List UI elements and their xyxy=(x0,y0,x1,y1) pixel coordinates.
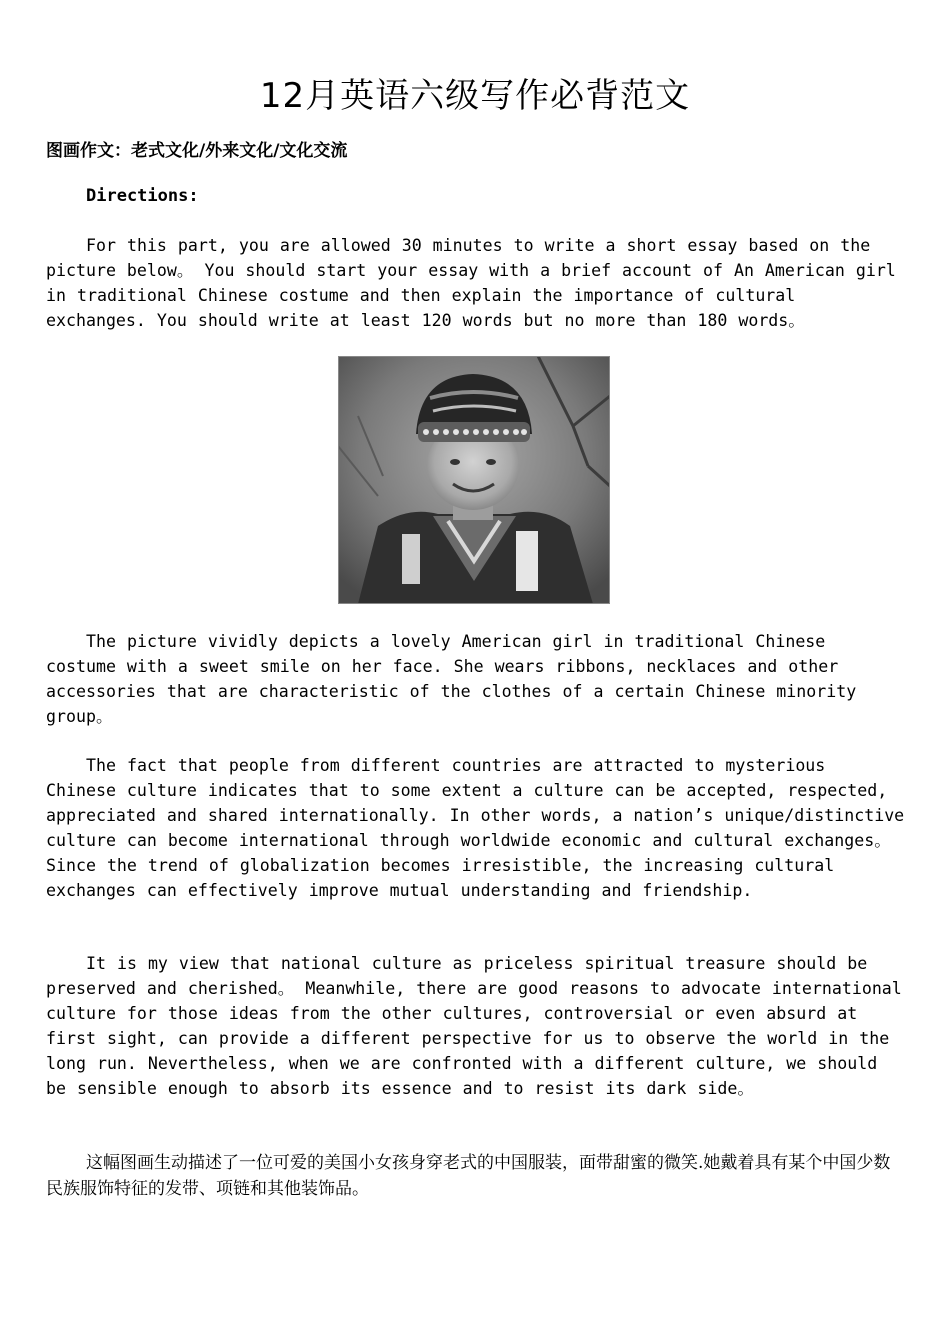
essay-paragraph-1: The picture vividly depicts a lovely American girl in traditional Chinese costume with a sweet smile on her face. She wears ribbons, necklaces and other accessories that are characteristic of the clothes of a certain Chinese minority group。 xyxy=(46,632,857,726)
girl-in-costume-photo xyxy=(338,356,610,604)
photo-illustration xyxy=(338,356,610,604)
page-title: 12月英语六级写作必背范文 xyxy=(259,76,691,116)
essay-paragraph-3: It is my view that national culture as priceless spiritual treasure should be preserved and cherished。 Meanwhile, there are good reasons to advocate international culture for those ideas from the other cultures, controversial or even absurd at first sight, can provide a different perspective for us to observe the world in the long run. Nevertheless, when we are confronted with a different culture, we should be sensible enough to absorb its essence and to resist its dark side。 xyxy=(46,954,902,1098)
chinese-translation: 这幅图画生动描述了一位可爱的美国小女孩身穿老式的中国服装，面带甜蜜的微笑.她戴着具有某个中国少数民族服饰特征的发带、项链和其他装饰品。 xyxy=(46,1153,891,1199)
directions-text: For this part, you are allowed 30 minutes to write a short essay based on the picture below。 You should start your essay with a brief account of An American girl in traditional Chinese costume and then explain the importance of cultural exchanges. You should write at least 120 words but no more than 180 words。 xyxy=(46,236,896,330)
essay-paragraph-2: The fact that people from different countries are attracted to mysterious Chinese culture indicates that to some extent a culture can be accepted, respected, appreciated and shared internationally. In other words, a nation’s unique/distinctive culture can become international through worldwide economic and cultural exchanges。 Since the trend of globalization becomes irresistible, the increasing cultural exchanges can effectively improve mutual understanding and friendship. xyxy=(46,756,905,900)
essay-topic-heading: 图画作文：老式文化/外来文化/文化交流 xyxy=(46,141,348,161)
directions-label: Directions: xyxy=(86,186,199,206)
